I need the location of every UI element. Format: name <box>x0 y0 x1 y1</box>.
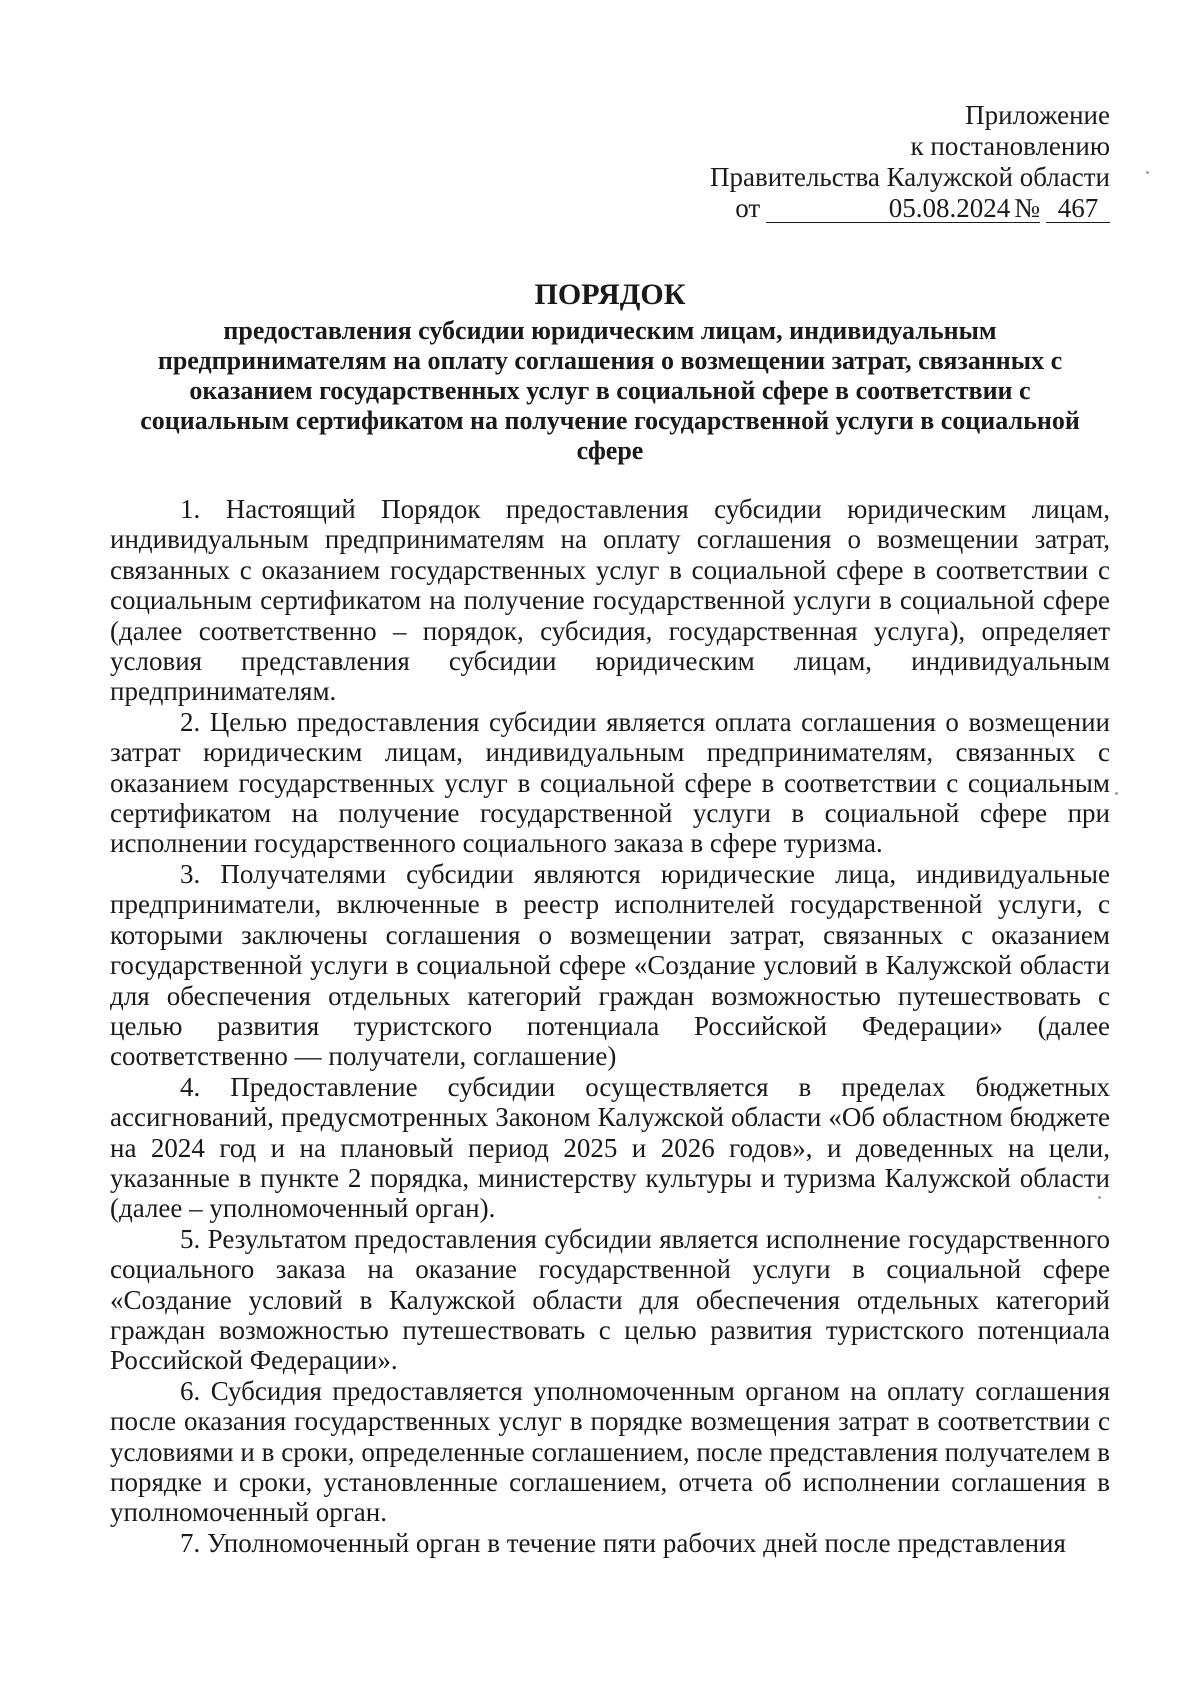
document-subtitle: предоставления субсидии юридическим лицам, индивидуальным предпринимателям на оплату соглашения о возмещении затрат, связанных с оказанием государственных услуг в социальной сфере в соответствии с социальным сертификатом на получение государственной услуги в социальной сфере <box>140 316 1080 465</box>
paragraph-6: 6. Субсидия предоставляется уполномоченным органом на оплату соглашения после оказания государственных услуг в порядке возмещения затрат в соответствии с условиями и в сроки, определенные соглашением, после представления получателем в порядке и сроки, установленные соглашением, отчета об исполнении соглашения в уполномоченный орган. <box>110 1375 1110 1528</box>
approval-block <box>590 100 1110 224</box>
approval-line-appendix: Приложение <box>965 100 1110 130</box>
document-heading <box>120 278 1100 466</box>
scan-speck <box>1098 1196 1101 1199</box>
date-value: 05.08.2024 <box>766 194 1014 223</box>
paragraph-5: 5. Результатом предоставления субсидии является исполнение государственного социального заказа на оказание государственной услуги в социальной сфере «Создание условий в Калужской области для обеспечения отдельных категорий граждан возможностью путешествовать с целью развития туристского потенциала Российской Федерации». <box>110 1223 1110 1376</box>
approval-line-government: Правительства Калужской области <box>709 162 1110 192</box>
paragraph-3: 3. Получателями субсидии являются юридические лица, индивидуальные предприниматели, включенные в реестр исполнителей государственной услуги, с которыми заключены соглашения о возмещении затрат, связанных с оказанием государственной услуги в социальной сфере «Создание условий в Калужской области для обеспечения отдельных категорий граждан возможностью путешествовать с целью развития туристского потенциала Российской Федерации» (далее соответственно — получатели, соглашение) <box>110 858 1110 1072</box>
date-prefix: от <box>735 193 761 223</box>
paragraph-1: 1. Настоящий Порядок предоставления субсидии юридическим лицам, индивидуальным предпринимателям на оплату соглашения о возмещении затрат, связанных с оказанием государственных услуг в социальной сфере в соответствии с социальным сертификатом на получение государственной услуги в социальной сфере (далее соответственно – порядок, субсидия, государственная услуга), определяет условия представления субсидии юридическим лицам, индивидуальным предпринимателям. <box>110 494 1110 707</box>
document-title: ПОРЯДОК <box>534 278 686 311</box>
number-label: № <box>1014 193 1040 223</box>
paragraph-2: 2. Целью предоставления субсидии является оплата соглашения о возмещении затрат юридическим лицам, индивидуальным предпринимателям, связанных с оказанием государственных услуг в социальной сфере в соответствии с социальным сертификатом на получение государственной услуги в социальной сфере при исполнении государственного социального заказа в сфере туризма. <box>110 706 1110 859</box>
scan-speck <box>1115 792 1118 795</box>
approval-date-number-line <box>590 193 1110 224</box>
approval-line-resolution: к постановлению <box>910 131 1110 161</box>
paragraph-4: 4. Предоставление субсидии осуществляется в пределах бюджетных ассигнований, предусмотренных Законом Калужской области «Об областном бюджете на 2024 год и на плановый период 2025 и 2026 годов», и доведенных на цели, указанные в пункте 2 порядка, министерству культуры и туризма Калужской области (далее – уполномоченный орган). <box>110 1071 1110 1224</box>
document-body <box>110 494 1110 1558</box>
paragraph-7: 7. Уполномоченный орган в течение пяти рабочих дней после представления <box>180 1527 1066 1558</box>
number-value: 467 <box>1046 194 1110 223</box>
scan-speck <box>1146 171 1149 174</box>
